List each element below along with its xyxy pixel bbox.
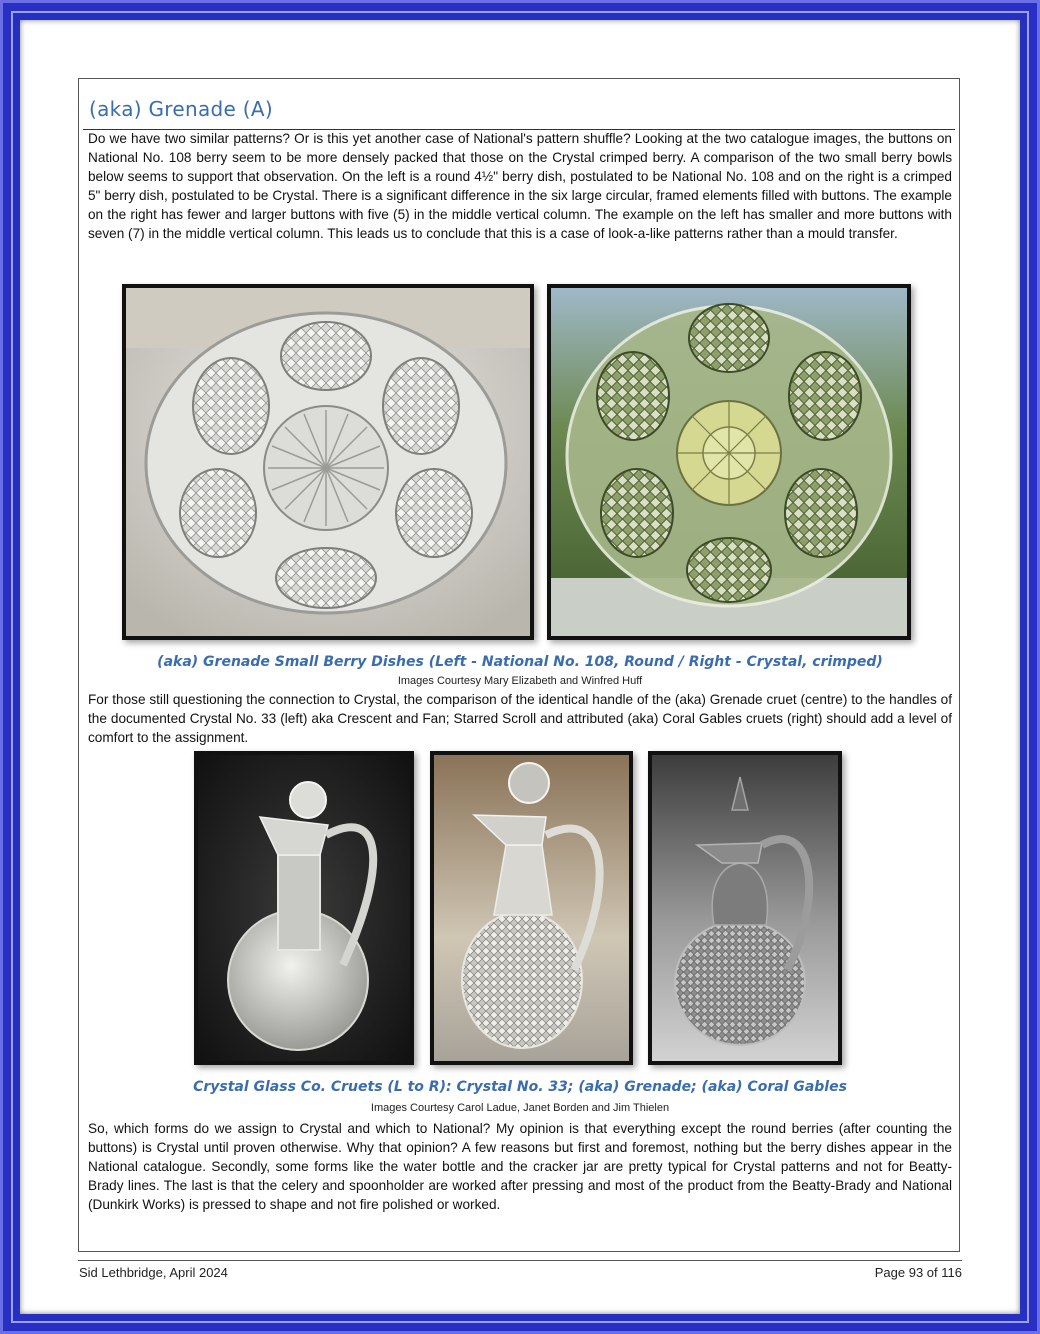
figure-caption-cruets: Crystal Glass Co. Cruets (L to R): Crystal No. 33; (aka) Grenade; (aka) Coral Gables [193, 1079, 847, 1095]
conclusion-paragraph: So, which forms do we assign to Crystal and which to National? My opinion is that everything except the round berries (after counting the buttons) is Crystal until proven otherwise. Why that opinion? A few reasons but first and foremost, nothing but the berry dishes appear in the National catalogue. Secondly, some forms like the water bottle and the cracker jar are pretty typical for Crystal patterns and not for Beatty-Brady lines. The last is that the celery and spoonholder are worked after pressing and most of the product from the Beatty-Brady and National (Dunkirk Works) is pressed to shape and not fire polished or worked. [88, 1121, 952, 1212]
content-box [78, 78, 960, 1252]
figure-caption-berry-dishes: (aka) Grenade Small Berry Dishes (Left - National No. 108, Round / Right - Crystal, crimped) [157, 654, 883, 670]
photo-crimped-berry-dish [547, 284, 911, 640]
photo-cruet-grenade [430, 751, 633, 1065]
photo-cruet-coral-gables [648, 751, 842, 1065]
footer-author: Sid Lethbridge, April 2024 [79, 1265, 228, 1280]
page-title: (aka) Grenade (A) [89, 97, 273, 121]
photo-cruet-crystal-no-33 [194, 751, 414, 1065]
handle-comparison-paragraph: For those still questioning the connection to Crystal, the comparison of the identical handle of the (aka) Grenade cruet (centre) to the handles of the documented Crystal No. 33 (left) aka Crescent and Fan; Starred Scroll and attributed (aka) Coral Gables cruets (right) should add a level of comfort to the assignment. [88, 692, 952, 745]
footer-divider [78, 1260, 962, 1261]
image-credit-cruets: Images Courtesy Carol Ladue, Janet Borden and Jim Thielen [370, 1102, 670, 1114]
footer-page-number: Page 93 of 116 [874, 1265, 962, 1280]
intro-paragraph: Do we have two similar patterns? Or is this yet another case of National's pattern shuffle? Looking at the two catalogue images, the buttons on National No. 108 berry seem to be more densely packed that those on the Crystal crimped berry. A comparison of the two small berry bowls below seems to support that observation. On the left is a round 4½" berry dish, postulated to be National No. 108 and on the right is a crimped 5" berry dish, postulated to be Crystal. There is a significant difference in the six large circular, framed elements filled with buttons. The example on the right has fewer and larger buttons with five (5) in the middle vertical column. The example on the left has smaller and more buttons with seven (7) in the middle vertical column. This leads us to conclude that this is a case of look-a-like patterns rather than a mould transfer. [88, 131, 952, 241]
image-credit-berry-dishes: Images Courtesy Mary Elizabeth and Winfred Huff [397, 675, 643, 687]
photo-round-berry-dish [122, 284, 534, 640]
document-page [20, 20, 1020, 1314]
